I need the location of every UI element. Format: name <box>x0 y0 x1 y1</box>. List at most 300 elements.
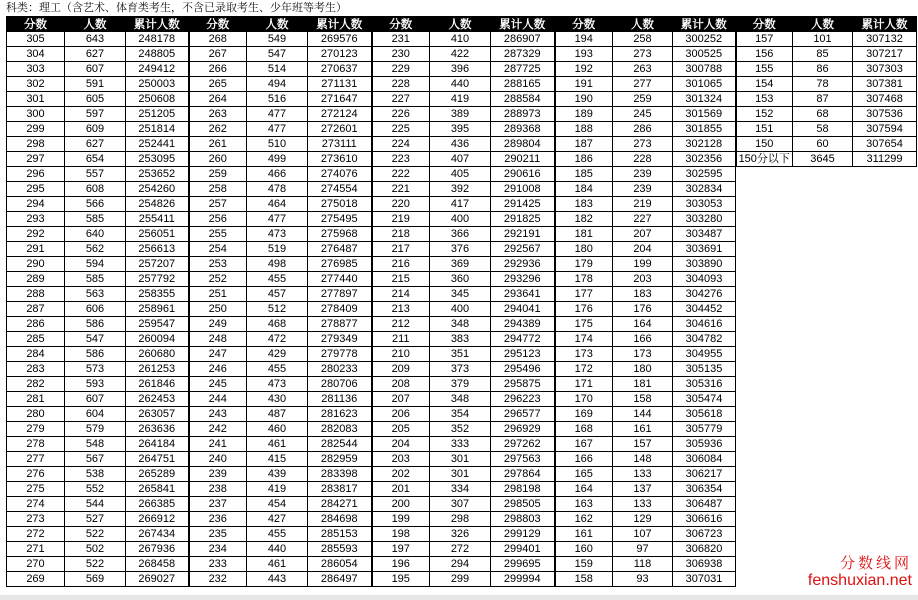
cumulative-cell: 289368 <box>491 122 555 137</box>
cumulative-cell: 278877 <box>308 317 372 332</box>
empty-cell <box>736 572 793 587</box>
empty-cell <box>793 422 853 437</box>
empty-cell <box>793 227 853 242</box>
empty-cell <box>736 467 793 482</box>
cumulative-cell: 306084 <box>673 452 736 467</box>
cumulative-cell: 303890 <box>673 257 736 272</box>
count-cell: 604 <box>65 407 126 422</box>
empty-cell <box>736 332 793 347</box>
score-cell: 226 <box>372 107 430 122</box>
cumulative-cell: 274554 <box>308 182 372 197</box>
score-cell: 251 <box>189 287 247 302</box>
cumulative-cell: 299401 <box>491 542 555 557</box>
empty-cell <box>853 272 917 287</box>
count-cell: 417 <box>430 197 491 212</box>
column-header: 累计人数 <box>673 17 736 32</box>
cumulative-cell: 287725 <box>491 62 555 77</box>
cumulative-cell: 298198 <box>491 482 555 497</box>
count-cell: 454 <box>247 497 308 512</box>
cumulative-cell: 266912 <box>126 512 189 527</box>
cumulative-cell: 260680 <box>126 347 189 362</box>
count-cell: 627 <box>65 137 126 152</box>
empty-cell <box>736 302 793 317</box>
table-row <box>7 227 917 242</box>
empty-cell <box>793 482 853 497</box>
cumulative-cell: 304276 <box>673 287 736 302</box>
score-cell: 183 <box>555 197 613 212</box>
count-cell: 176 <box>613 302 673 317</box>
count-cell: 383 <box>430 332 491 347</box>
cumulative-cell: 256051 <box>126 227 189 242</box>
empty-cell <box>853 167 917 182</box>
score-cell: 230 <box>372 47 430 62</box>
cumulative-cell: 253095 <box>126 152 189 167</box>
cumulative-cell: 301855 <box>673 122 736 137</box>
count-cell: 245 <box>613 107 673 122</box>
empty-cell <box>853 452 917 467</box>
empty-cell <box>853 512 917 527</box>
empty-cell <box>736 212 793 227</box>
count-cell: 228 <box>613 152 673 167</box>
score-distribution-table <box>6 16 917 587</box>
score-cell: 153 <box>736 92 793 107</box>
count-cell: 199 <box>613 257 673 272</box>
count-cell: 239 <box>613 182 673 197</box>
count-cell: 461 <box>247 557 308 572</box>
score-cell: 296 <box>7 167 65 182</box>
cumulative-cell: 258961 <box>126 302 189 317</box>
count-cell: 608 <box>65 182 126 197</box>
count-cell: 585 <box>65 272 126 287</box>
empty-cell <box>853 332 917 347</box>
empty-cell <box>736 377 793 392</box>
empty-cell <box>853 302 917 317</box>
empty-cell <box>853 347 917 362</box>
count-cell: 429 <box>247 347 308 362</box>
count-cell: 360 <box>430 272 491 287</box>
empty-cell <box>853 392 917 407</box>
count-cell: 137 <box>613 482 673 497</box>
count-cell: 3645 <box>793 152 853 167</box>
empty-cell <box>853 527 917 542</box>
score-cell: 206 <box>372 407 430 422</box>
empty-cell <box>736 392 793 407</box>
empty-cell <box>736 227 793 242</box>
count-cell: 158 <box>613 392 673 407</box>
score-cell: 283 <box>7 362 65 377</box>
count-cell: 219 <box>613 197 673 212</box>
score-cell: 211 <box>372 332 430 347</box>
count-cell: 334 <box>430 482 491 497</box>
empty-cell <box>793 302 853 317</box>
count-cell: 498 <box>247 257 308 272</box>
count-cell: 118 <box>613 557 673 572</box>
score-cell: 169 <box>555 407 613 422</box>
empty-cell <box>793 527 853 542</box>
score-cell: 221 <box>372 182 430 197</box>
cumulative-cell: 272601 <box>308 122 372 137</box>
score-cell: 282 <box>7 377 65 392</box>
count-cell: 180 <box>613 362 673 377</box>
count-cell: 654 <box>65 152 126 167</box>
count-cell: 607 <box>65 62 126 77</box>
cumulative-cell: 249412 <box>126 62 189 77</box>
cumulative-cell: 278409 <box>308 302 372 317</box>
empty-cell <box>736 557 793 572</box>
count-cell: 294 <box>430 557 491 572</box>
cumulative-cell: 306616 <box>673 512 736 527</box>
column-header: 人数 <box>247 17 308 32</box>
score-cell: 302 <box>7 77 65 92</box>
cumulative-cell: 300525 <box>673 47 736 62</box>
count-cell: 400 <box>430 212 491 227</box>
cumulative-cell: 307594 <box>853 122 917 137</box>
column-header: 累计人数 <box>308 17 372 32</box>
table-row <box>7 47 917 62</box>
empty-cell <box>736 167 793 182</box>
score-cell: 255 <box>189 227 247 242</box>
empty-cell <box>793 257 853 272</box>
score-cell: 184 <box>555 182 613 197</box>
cumulative-cell: 271647 <box>308 92 372 107</box>
cumulative-cell: 284698 <box>308 512 372 527</box>
column-header: 分数 <box>372 17 430 32</box>
count-cell: 373 <box>430 362 491 377</box>
count-cell: 586 <box>65 347 126 362</box>
empty-cell <box>736 197 793 212</box>
cumulative-cell: 294041 <box>491 302 555 317</box>
count-cell: 144 <box>613 407 673 422</box>
count-cell: 181 <box>613 377 673 392</box>
empty-cell <box>793 467 853 482</box>
count-cell: 301 <box>430 452 491 467</box>
cumulative-cell: 291425 <box>491 197 555 212</box>
score-cell: 237 <box>189 497 247 512</box>
count-cell: 605 <box>65 92 126 107</box>
cumulative-cell: 270637 <box>308 62 372 77</box>
score-cell: 294 <box>7 197 65 212</box>
count-cell: 183 <box>613 287 673 302</box>
empty-cell <box>853 362 917 377</box>
empty-cell <box>793 182 853 197</box>
score-cell: 266 <box>189 62 247 77</box>
score-cell: 281 <box>7 392 65 407</box>
empty-cell <box>793 407 853 422</box>
score-cell: 240 <box>189 452 247 467</box>
table-row <box>7 317 917 332</box>
score-cell: 157 <box>736 32 793 47</box>
cumulative-cell: 266385 <box>126 497 189 512</box>
score-cell: 182 <box>555 212 613 227</box>
score-cell: 269 <box>7 572 65 587</box>
count-cell: 473 <box>247 227 308 242</box>
cumulative-cell: 297563 <box>491 452 555 467</box>
score-cell: 158 <box>555 572 613 587</box>
count-cell: 512 <box>247 302 308 317</box>
cumulative-cell: 265841 <box>126 482 189 497</box>
cumulative-cell: 293641 <box>491 287 555 302</box>
empty-cell <box>736 512 793 527</box>
count-cell: 499 <box>247 152 308 167</box>
cumulative-cell: 306217 <box>673 467 736 482</box>
score-cell: 238 <box>189 482 247 497</box>
cumulative-cell: 293296 <box>491 272 555 287</box>
count-cell: 549 <box>247 32 308 47</box>
count-cell: 415 <box>247 452 308 467</box>
cumulative-cell: 290616 <box>491 167 555 182</box>
count-cell: 166 <box>613 332 673 347</box>
count-cell: 239 <box>613 167 673 182</box>
table-row <box>7 362 917 377</box>
cumulative-cell: 296577 <box>491 407 555 422</box>
score-cell: 244 <box>189 392 247 407</box>
page-title: 科类：理工（含艺术、体育类考生，不含已录取考生、少年班等考生） <box>6 1 347 14</box>
count-cell: 348 <box>430 392 491 407</box>
count-cell: 606 <box>65 302 126 317</box>
count-cell: 68 <box>793 107 853 122</box>
score-cell: 222 <box>372 167 430 182</box>
cumulative-cell: 269576 <box>308 32 372 47</box>
score-cell: 298 <box>7 137 65 152</box>
score-cell: 262 <box>189 122 247 137</box>
score-cell: 304 <box>7 47 65 62</box>
table-row <box>7 62 917 77</box>
score-cell: 196 <box>372 557 430 572</box>
cumulative-cell: 248805 <box>126 47 189 62</box>
score-cell: 235 <box>189 527 247 542</box>
count-cell: 333 <box>430 437 491 452</box>
score-cell: 228 <box>372 77 430 92</box>
empty-cell <box>736 527 793 542</box>
score-cell: 225 <box>372 122 430 137</box>
table-row <box>7 212 917 227</box>
column-header: 分数 <box>7 17 65 32</box>
cumulative-cell: 257207 <box>126 257 189 272</box>
count-cell: 354 <box>430 407 491 422</box>
count-cell: 107 <box>613 527 673 542</box>
score-cell: 188 <box>555 122 613 137</box>
count-cell: 567 <box>65 452 126 467</box>
count-cell: 573 <box>65 362 126 377</box>
cumulative-cell: 296223 <box>491 392 555 407</box>
count-cell: 227 <box>613 212 673 227</box>
cumulative-cell: 307031 <box>673 572 736 587</box>
count-cell: 569 <box>65 572 126 587</box>
count-cell: 273 <box>613 47 673 62</box>
cumulative-cell: 306487 <box>673 497 736 512</box>
cumulative-cell: 307468 <box>853 92 917 107</box>
empty-cell <box>736 347 793 362</box>
column-header: 人数 <box>65 17 126 32</box>
count-cell: 97 <box>613 542 673 557</box>
count-cell: 494 <box>247 77 308 92</box>
score-cell: 233 <box>189 557 247 572</box>
score-cell: 216 <box>372 257 430 272</box>
table-row <box>7 167 917 182</box>
score-cell: 227 <box>372 92 430 107</box>
score-cell: 248 <box>189 332 247 347</box>
empty-cell <box>793 362 853 377</box>
column-header: 分数 <box>555 17 613 32</box>
count-cell: 301 <box>430 467 491 482</box>
empty-cell <box>736 362 793 377</box>
score-cell: 177 <box>555 287 613 302</box>
score-cell: 166 <box>555 452 613 467</box>
cumulative-cell: 306938 <box>673 557 736 572</box>
table-row <box>7 422 917 437</box>
score-cell: 305 <box>7 32 65 47</box>
count-cell: 455 <box>247 362 308 377</box>
count-cell: 419 <box>247 482 308 497</box>
count-cell: 405 <box>430 167 491 182</box>
count-cell: 478 <box>247 182 308 197</box>
cumulative-cell: 282544 <box>308 437 372 452</box>
count-cell: 392 <box>430 182 491 197</box>
empty-cell <box>736 317 793 332</box>
count-cell: 594 <box>65 257 126 272</box>
score-cell: 270 <box>7 557 65 572</box>
cumulative-cell: 305618 <box>673 407 736 422</box>
table-row <box>7 77 917 92</box>
cumulative-cell: 263057 <box>126 407 189 422</box>
cumulative-cell: 304452 <box>673 302 736 317</box>
count-cell: 60 <box>793 137 853 152</box>
empty-cell <box>736 287 793 302</box>
cumulative-cell: 300788 <box>673 62 736 77</box>
table-row <box>7 497 917 512</box>
count-cell: 58 <box>793 122 853 137</box>
score-cell: 258 <box>189 182 247 197</box>
score-cell: 275 <box>7 482 65 497</box>
count-cell: 203 <box>613 272 673 287</box>
score-cell: 171 <box>555 377 613 392</box>
count-cell: 464 <box>247 197 308 212</box>
cumulative-cell: 273111 <box>308 137 372 152</box>
count-cell: 78 <box>793 77 853 92</box>
cumulative-cell: 306723 <box>673 527 736 542</box>
count-cell: 591 <box>65 77 126 92</box>
empty-cell <box>853 482 917 497</box>
cumulative-cell: 263636 <box>126 422 189 437</box>
table-row <box>7 527 917 542</box>
cumulative-cell: 292936 <box>491 257 555 272</box>
cumulative-cell: 306354 <box>673 482 736 497</box>
cumulative-cell: 297262 <box>491 437 555 452</box>
count-cell: 460 <box>247 422 308 437</box>
count-cell: 161 <box>613 422 673 437</box>
cumulative-cell: 305779 <box>673 422 736 437</box>
empty-cell <box>793 332 853 347</box>
count-cell: 609 <box>65 122 126 137</box>
empty-cell <box>793 347 853 362</box>
count-cell: 466 <box>247 167 308 182</box>
score-cell: 277 <box>7 452 65 467</box>
count-cell: 440 <box>247 542 308 557</box>
cumulative-cell: 251814 <box>126 122 189 137</box>
cumulative-cell: 271131 <box>308 77 372 92</box>
empty-cell <box>793 392 853 407</box>
empty-cell <box>736 482 793 497</box>
empty-cell <box>853 497 917 512</box>
empty-cell <box>853 242 917 257</box>
count-cell: 502 <box>65 542 126 557</box>
count-cell: 544 <box>65 497 126 512</box>
count-cell: 389 <box>430 107 491 122</box>
count-cell: 419 <box>430 92 491 107</box>
empty-cell <box>853 257 917 272</box>
cumulative-cell: 281136 <box>308 392 372 407</box>
cumulative-cell: 307303 <box>853 62 917 77</box>
cumulative-cell: 250608 <box>126 92 189 107</box>
cumulative-cell: 301569 <box>673 107 736 122</box>
cumulative-cell: 280233 <box>308 362 372 377</box>
score-cell: 215 <box>372 272 430 287</box>
score-cell: 179 <box>555 257 613 272</box>
score-cell: 191 <box>555 77 613 92</box>
score-cell: 292 <box>7 227 65 242</box>
empty-cell <box>736 242 793 257</box>
empty-cell <box>793 212 853 227</box>
count-cell: 207 <box>613 227 673 242</box>
cumulative-cell: 307654 <box>853 137 917 152</box>
count-cell: 538 <box>65 467 126 482</box>
empty-cell <box>736 407 793 422</box>
score-cell: 204 <box>372 437 430 452</box>
count-cell: 366 <box>430 227 491 242</box>
count-cell: 407 <box>430 152 491 167</box>
table-row <box>7 407 917 422</box>
cumulative-cell: 305135 <box>673 362 736 377</box>
score-cell: 247 <box>189 347 247 362</box>
score-cell: 220 <box>372 197 430 212</box>
score-cell: 210 <box>372 347 430 362</box>
cumulative-cell: 307132 <box>853 32 917 47</box>
score-cell: 265 <box>189 77 247 92</box>
cumulative-cell: 288165 <box>491 77 555 92</box>
score-cell: 197 <box>372 542 430 557</box>
cumulative-cell: 260094 <box>126 332 189 347</box>
score-cell: 234 <box>189 542 247 557</box>
count-cell: 586 <box>65 317 126 332</box>
cumulative-cell: 290211 <box>491 152 555 167</box>
score-cell: 217 <box>372 242 430 257</box>
count-cell: 566 <box>65 197 126 212</box>
count-cell: 272 <box>430 542 491 557</box>
empty-cell <box>793 287 853 302</box>
count-cell: 101 <box>793 32 853 47</box>
cumulative-cell: 279778 <box>308 347 372 362</box>
score-cell: 186 <box>555 152 613 167</box>
score-cell: 232 <box>189 572 247 587</box>
score-cell: 175 <box>555 317 613 332</box>
table-row <box>7 452 917 467</box>
score-cell: 285 <box>7 332 65 347</box>
score-cell: 212 <box>372 317 430 332</box>
score-cell: 168 <box>555 422 613 437</box>
table-row <box>7 152 917 167</box>
cumulative-cell: 306820 <box>673 542 736 557</box>
count-cell: 133 <box>613 467 673 482</box>
table-row <box>7 257 917 272</box>
cumulative-cell: 295496 <box>491 362 555 377</box>
table-row <box>7 92 917 107</box>
score-cell: 242 <box>189 422 247 437</box>
cumulative-cell: 288973 <box>491 107 555 122</box>
count-cell: 516 <box>247 92 308 107</box>
score-cell: 273 <box>7 512 65 527</box>
watermark-chinese: 分数线网 <box>839 554 912 572</box>
score-cell: 289 <box>7 272 65 287</box>
